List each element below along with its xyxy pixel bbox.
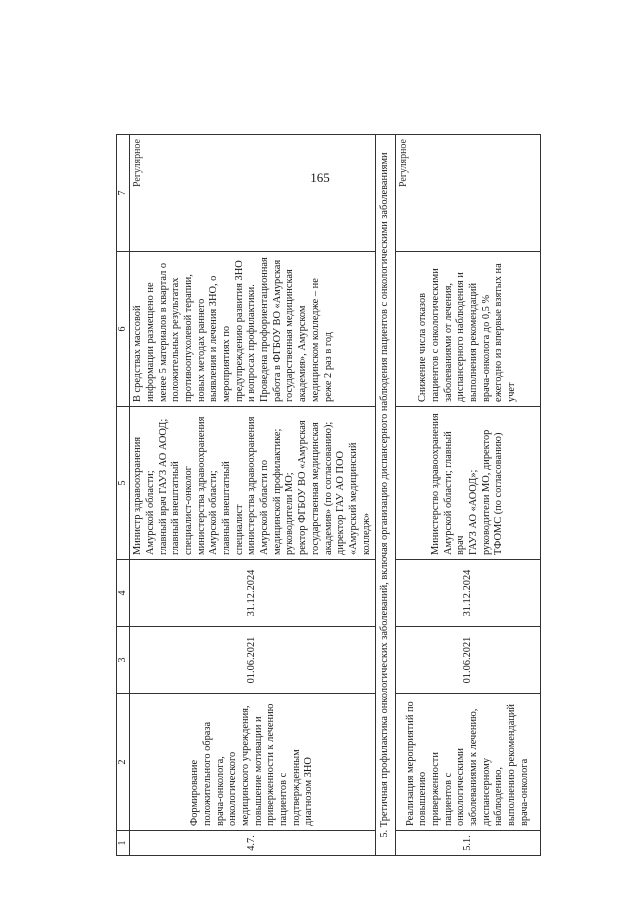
- section-header-row: [376, 135, 396, 856]
- type-label: Регулярное: [397, 139, 409, 188]
- type-cell: [395, 135, 540, 252]
- column-number-row: [117, 135, 130, 856]
- row-number: 4.7.: [130, 831, 376, 856]
- start-date-cell: 01.06.2021: [130, 627, 376, 694]
- col-number-5: 5: [117, 407, 130, 560]
- plan-table: [116, 134, 541, 856]
- row-number: 5.1.: [395, 831, 540, 856]
- col-number-6: 6: [117, 252, 130, 407]
- activity-cell: Формирование положительного образа врача-онколога, онкологического медицинского учреждения, повышение мотивации и приверженности к лечению пациентов с подтвержденным диагнозом ЗНО: [130, 694, 376, 831]
- end-date-cell: 31.12.2024: [395, 560, 540, 627]
- section-title: 5. Третичная профилактика онкологических заболеваний, включая организацию диспансерного наблюдения пациентов с онкологическими заболеваниями: [376, 135, 396, 856]
- type-label: Регулярное: [132, 139, 144, 188]
- col-number-4: 4: [117, 560, 130, 627]
- type-cell: [130, 135, 376, 252]
- activity-cell: Реализация мероприятий по повышению приверженности пациентов с онкологическими заболеваниями к лечению, диспансерному наблюдению, выполнению рекомендаций врача-онколога: [395, 694, 540, 831]
- result-cell: Снижение числа отказов пациентов с онкологическими заболеваниями от лечения, диспансерного наблюдения и выполнения рекомендаций врача-онколога до 0,5 % ежегодно из впервые взятых на учет: [395, 252, 540, 407]
- col-number-3: 3: [117, 627, 130, 694]
- end-date-cell: 31.12.2024: [130, 560, 376, 627]
- col-number-1: 1: [117, 831, 130, 856]
- col-number-7: 7: [117, 135, 130, 252]
- table-row: [395, 135, 540, 856]
- col-number-2: 2: [117, 694, 130, 831]
- table-row: [130, 135, 376, 856]
- page-number: 165: [310, 170, 330, 185]
- rotated-table-container: [116, 139, 530, 856]
- result-cell: В средствах массовой информации размещено не менее 5 материалов в квартал о положительных результатах противоопухолевой терапии, новых методах раннего выявления и лечения ЗНО, о мероприятиях по предупреждению развития ЗНО и вопросах профилактики. Проведена профориентационная работа в ФГБОУ ВО «Амурская государственная медицинская академия», Амурском медицинском колледже – не реже 2 раз в год: [130, 252, 376, 407]
- start-date-cell: 01.06.2021: [395, 627, 540, 694]
- responsible-cell: Министр здравоохранения Амурской области; главный врач ГАУЗ АО АООД; главный внештатный специалист-онколог министерства здравоохранения Амурской области; главный внештатный специалист министерства здравоохранения Амурской области по медицинской профилактике; руководители МО; ректор ФГБОУ ВО «Амурская государственная медицинская академия» (по согласованию); директор ГАУ АО ПОО «Амурский медицинский колледж»: [130, 407, 376, 560]
- responsible-cell: Министерство здравоохранения Амурской области; главный врач ГАУЗ АО «АООД»; руководители МО, директор ТФОМС (по согласованию): [395, 407, 540, 560]
